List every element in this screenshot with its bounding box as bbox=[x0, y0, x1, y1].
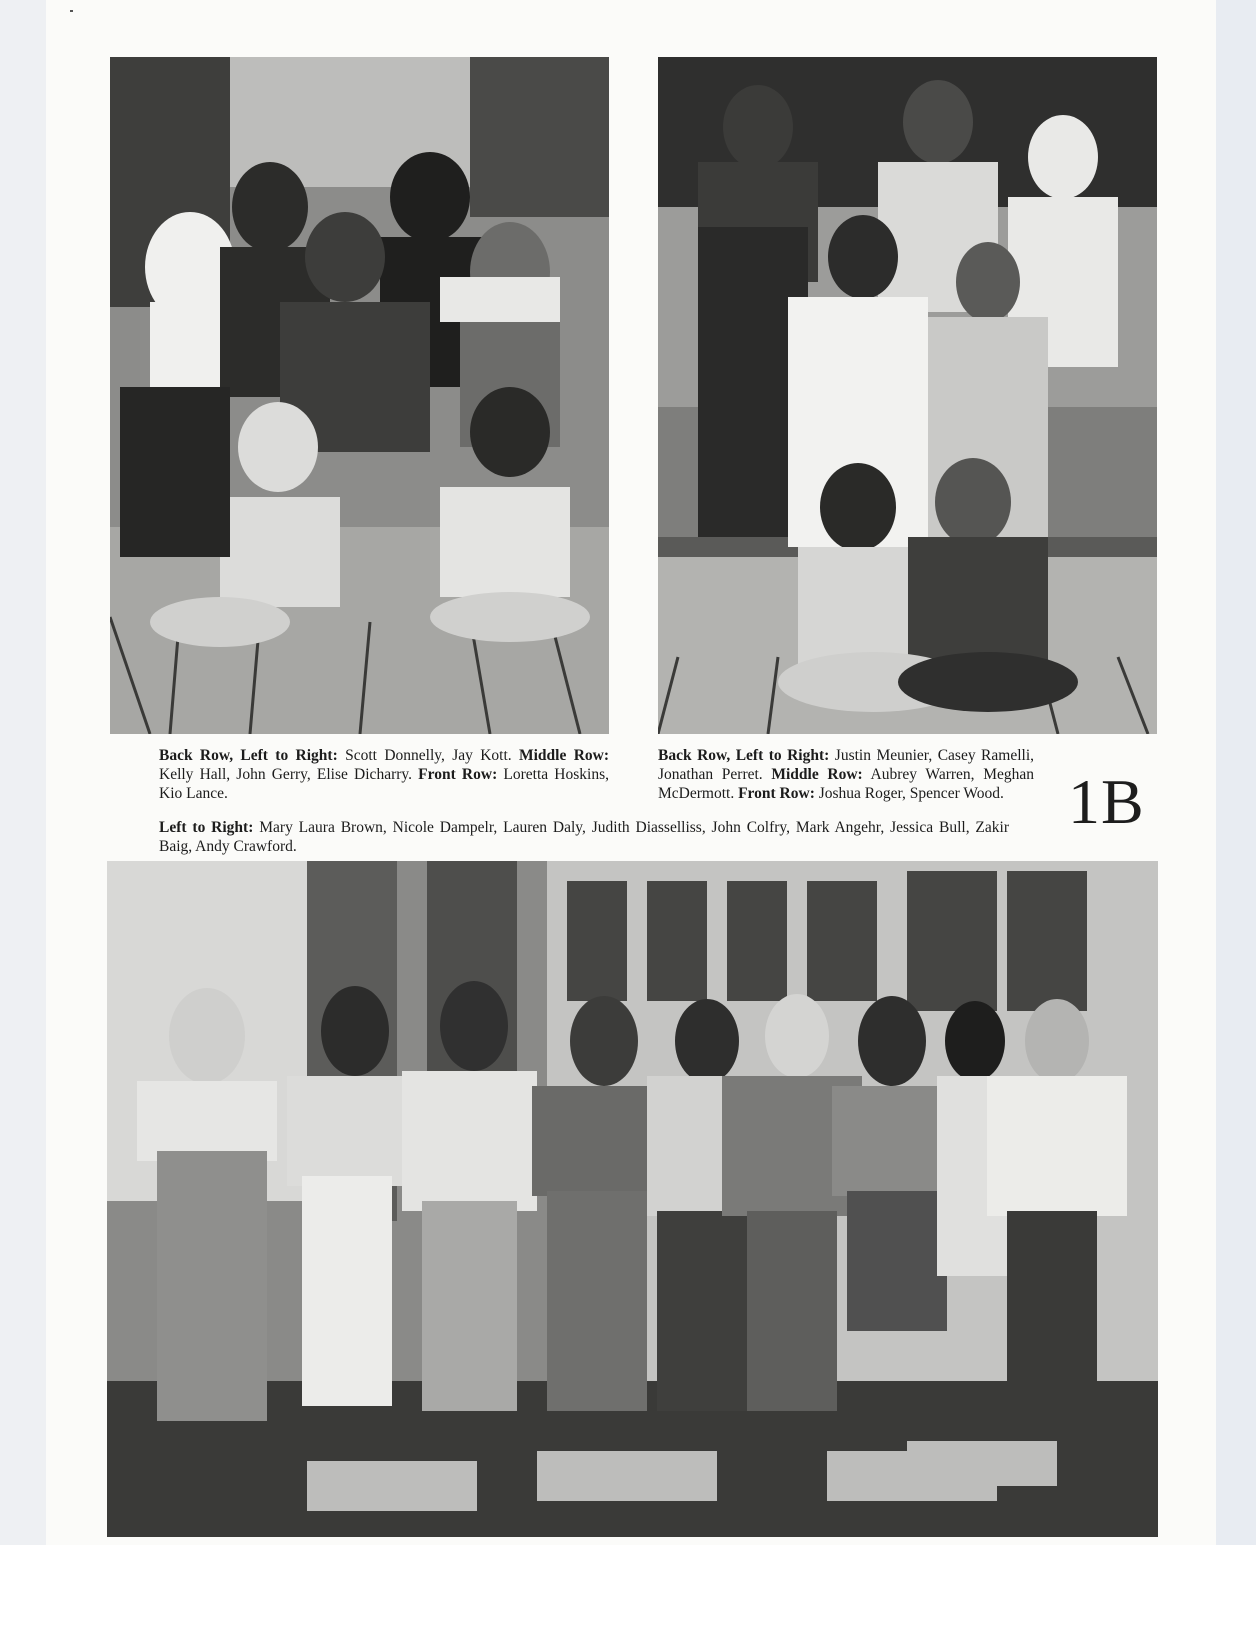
photo-top-right bbox=[658, 57, 1157, 734]
caption-names: Aubrey Warren, Meghan McDermott. bbox=[658, 766, 1035, 802]
caption-names: Loretta Hoskins, Kio Lance. bbox=[159, 766, 609, 802]
page-margin-bottom bbox=[0, 1545, 1256, 1626]
caption-label: Back Row, Left to Right: bbox=[658, 747, 830, 764]
caption-label: Back Row, Left to Right: bbox=[159, 747, 338, 764]
caption-label: Left to Right: bbox=[159, 819, 254, 836]
photo-top-left bbox=[110, 57, 609, 734]
caption-names: Joshua Roger, Spencer Wood. bbox=[818, 785, 1004, 802]
caption-label: Front Row: bbox=[418, 766, 498, 783]
caption-names: Justin Meunier, Casey Ramelli, Jonathan Perret. bbox=[658, 747, 1034, 783]
scan-speck bbox=[70, 10, 73, 12]
caption-bottom bbox=[159, 818, 1009, 856]
photo-top-right-image bbox=[658, 57, 1157, 734]
caption-label: Middle Row: bbox=[519, 747, 610, 764]
photo-bottom-image bbox=[107, 861, 1158, 1537]
caption-label: Middle Row: bbox=[771, 766, 863, 783]
caption-names: Kelly Hall, John Gerry, Elise Dicharry. bbox=[159, 766, 413, 783]
caption-names: Mary Laura Brown, Nicole Dampelr, Lauren Daly, Judith Diasselliss, John Colfry, Mark Angehr, Jessica Bull, Zakir Baig, Andy Crawford. bbox=[159, 819, 1009, 855]
caption-top-left bbox=[159, 746, 609, 803]
caption-label: Front Row: bbox=[738, 785, 815, 802]
page-margin-right bbox=[1216, 0, 1256, 1545]
photo-top-left-image bbox=[110, 57, 609, 734]
caption-top-right bbox=[658, 746, 1034, 803]
page-section-label: 1B bbox=[1068, 766, 1145, 837]
photo-bottom bbox=[107, 861, 1158, 1537]
caption-names: Scott Donnelly, Jay Kott. bbox=[345, 747, 512, 764]
